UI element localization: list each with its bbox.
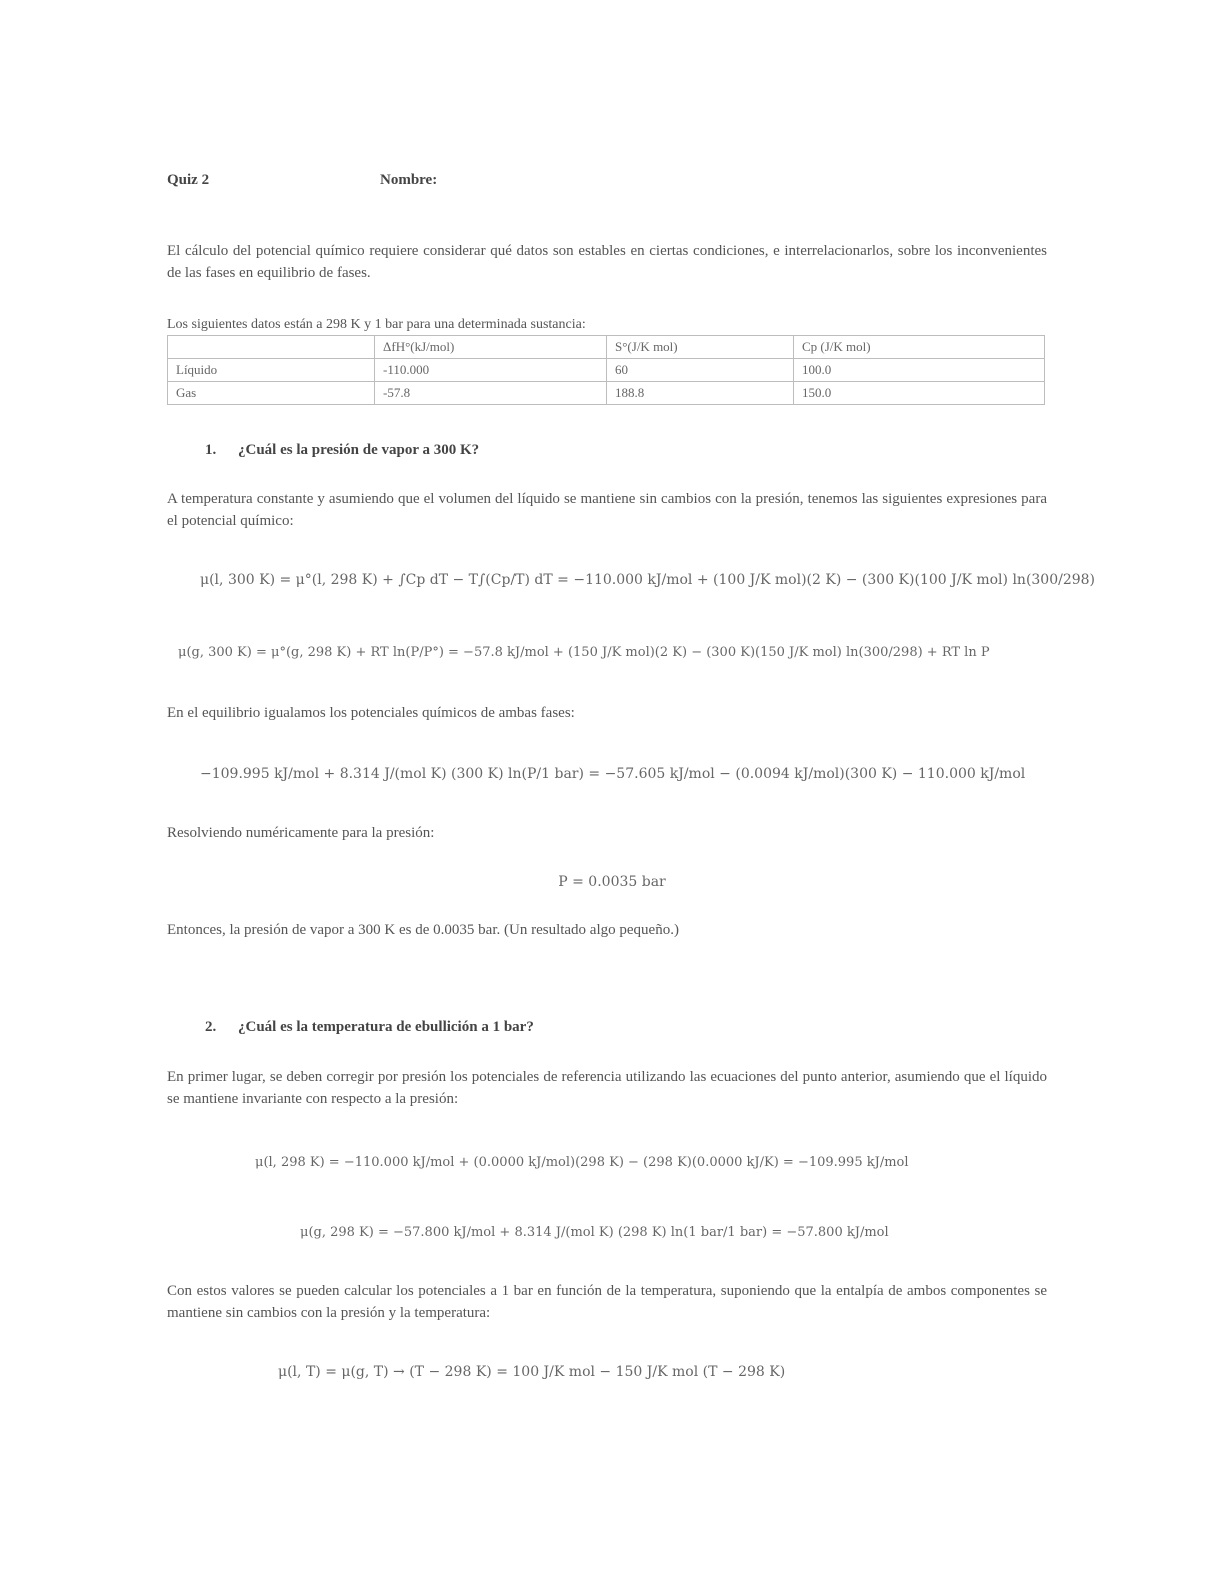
table-header-cell: Cp (J/K mol) (794, 336, 1045, 359)
table-cell: Gas (168, 382, 375, 405)
q2-equation-gas: μ(g, 298 K) = −57.800 kJ/mol + 8.314 J/(mol K) (298 K) ln(1 bar/1 bar) = −57.800 kJ/mol (300, 1225, 889, 1240)
table-header-cell (168, 336, 375, 359)
table-row (168, 359, 1045, 382)
table-header-row (168, 336, 1045, 359)
q1-title: ¿Cuál es la presión de vapor a 300 K? (238, 442, 480, 458)
q2-paragraph: En primer lugar, se deben corregir por presión los potenciales de referencia utilizando las ecuaciones del punto anterior, asumiendo que el líquido se mantiene invariante con respecto a la presión: (167, 1069, 1047, 1107)
q2-equation-boiling: μ(l, T) = μ(g, T) → (T − 298 K) = 100 J/K mol − 150 J/K mol (T − 298 K) (278, 1364, 786, 1380)
table-cell: 150.0 (794, 382, 1045, 405)
properties-table (167, 335, 1045, 405)
table-header-cell: ΔfH°(kJ/mol) (375, 336, 607, 359)
q1-paragraph-solve: Resolviendo numéricamente para la presión: (167, 825, 435, 841)
q2-number: 2. (205, 1019, 217, 1035)
table-cell: -110.000 (375, 359, 607, 382)
q1-equation-liquid: μ(l, 300 K) = μ°(l, 298 K) + ∫Cp dT − T∫(Cp/T) dT = −110.000 kJ/mol + (100 J/K mol)(2 K) − (300 K)(100 J/K mol) ln(300/298) (200, 572, 1096, 588)
table-cell: 188.8 (607, 382, 794, 405)
table-row (168, 382, 1045, 405)
table-cell: -57.8 (375, 382, 607, 405)
q1-equation-equilibrium: −109.995 kJ/mol + 8.314 J/(mol K) (300 K) ln(P/1 bar) = −57.605 kJ/mol − (0.0094 kJ/mol)(300 K) − 110.000 kJ/mol (200, 766, 1026, 782)
q1-paragraph-equilibrium: En el equilibrio igualamos los potenciales químicos de ambas fases: (167, 705, 575, 721)
table-header-cell: S°(J/K mol) (607, 336, 794, 359)
q2-paragraph-temperature: Con estos valores se pueden calcular los potenciales a 1 bar en función de la temperatura, suponiendo que la entalpía de ambos componentes se mantiene sin cambios con la presión y la temperatura: (167, 1283, 1047, 1321)
q1-equation-gas: μ(g, 300 K) = μ°(g, 298 K) + RT ln(P/P°) = −57.8 kJ/mol + (150 J/K mol)(2 K) − (300 K)(150 J/K mol) ln(300/298) + RT ln P (178, 645, 990, 660)
table-cell: Líquido (168, 359, 375, 382)
q1-number: 1. (205, 442, 217, 458)
header-right: Nombre: (380, 172, 438, 188)
q2-equation-liquid: μ(l, 298 K) = −110.000 kJ/mol + (0.0000 kJ/mol)(298 K) − (298 K)(0.0000 kJ/K) = −109.995 kJ/mol (255, 1155, 909, 1170)
q1-paragraph: A temperatura constante y asumiendo que el volumen del líquido se mantiene sin cambios con la presión, tenemos las siguientes expresiones para el potencial químico: (167, 491, 1047, 529)
q2-title: ¿Cuál es la temperatura de ebullición a 1 bar? (238, 1019, 534, 1035)
table-cell: 60 (607, 359, 794, 382)
header-left: Quiz 2 (167, 172, 210, 188)
intro-paragraph: El cálculo del potencial químico requiere considerar qué datos son estables en ciertas condiciones, e interrelacionarlos, sobre los inconvenientes de las fases en equilibrio de fases. (167, 243, 1047, 281)
table-caption: Los siguientes datos están a 298 K y 1 bar para una determinada sustancia: (167, 317, 586, 332)
table-cell: 100.0 (794, 359, 1045, 382)
q1-result: P = 0.0035 bar (558, 874, 666, 890)
q1-conclusion: Entonces, la presión de vapor a 300 K es de 0.0035 bar. (Un resultado algo pequeño.) (167, 922, 679, 938)
